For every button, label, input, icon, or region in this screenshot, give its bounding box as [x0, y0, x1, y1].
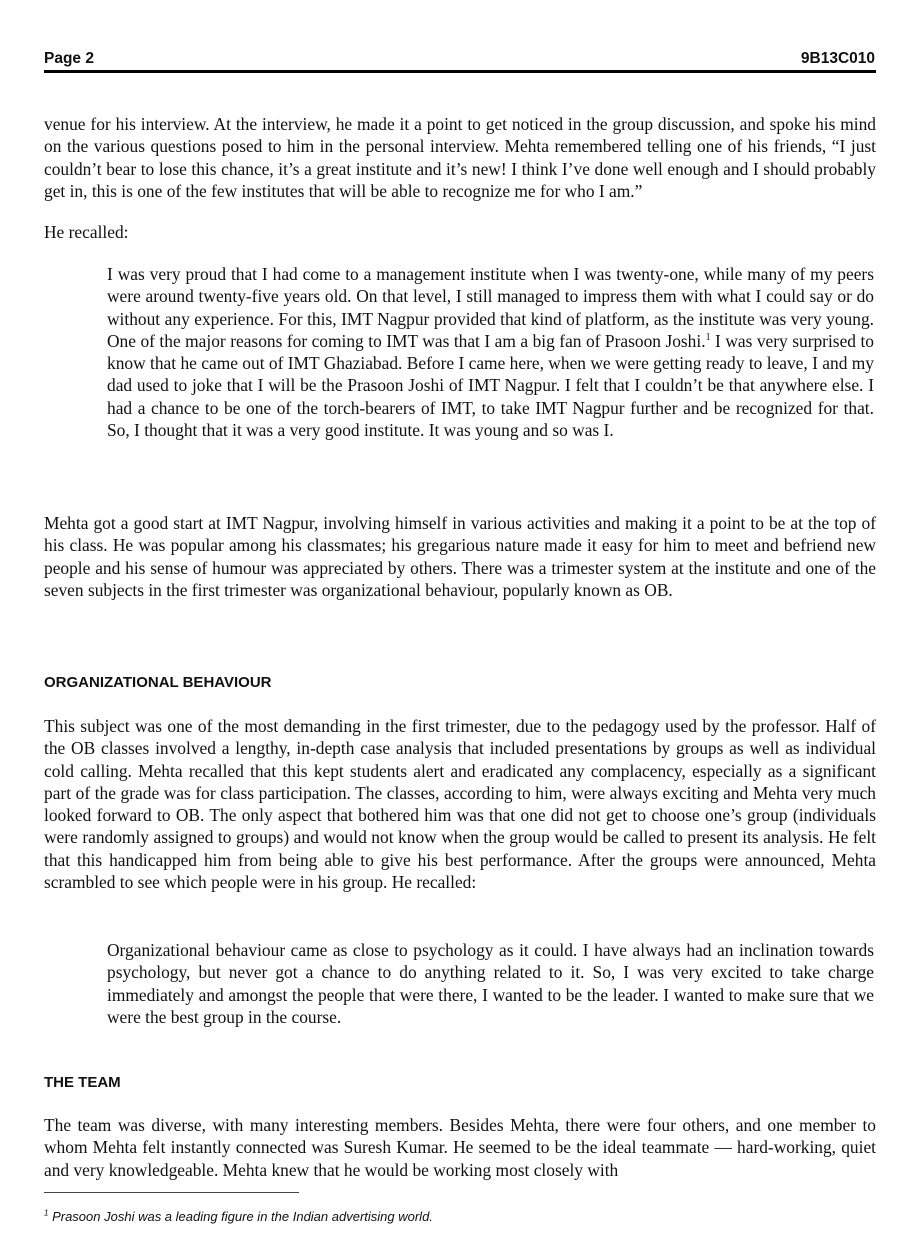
section-heading-ob: ORGANIZATIONAL BEHAVIOUR: [44, 674, 272, 691]
footnote-number: 1: [44, 1208, 49, 1218]
section-heading-team: THE TEAM: [44, 1074, 121, 1091]
page-number: Page 2: [44, 50, 94, 67]
case-code: 9B13C010: [800, 50, 875, 67]
footnote-text: Prasoon Joshi was a leading figure in the Indian advertising world.: [52, 1209, 433, 1224]
quote-text-part2: I was very surprised to know that he came out of IMT Ghaziabad. Before I came here, when we were getting ready to leave, I and my dad used to joke that I will be the Prasoon Joshi of IMT Nagpur. I felt that I couldn’t be that anywhere else. I had a chance to be one of the torch-bearers of IMT, to take IMT Nagpur further and be recognized for that. So, I thought that it was a very good institute. It was young and so was I.: [107, 330, 874, 441]
paragraph-team: The team was diverse, with many interesting members. Besides Mehta, there were four others, and one member to whom Mehta felt instantly connected was Suresh Kumar. He seemed to be the ideal teammate — hard-working, quiet and very knowledgeable. Mehta knew that he would be working most closely with: [44, 1115, 876, 1180]
page-header: [44, 50, 875, 70]
paragraph-he-recalled: He recalled:: [44, 222, 129, 242]
footnote-ref[interactable]: 1: [705, 332, 711, 344]
block-quote-proud: [107, 263, 874, 441]
block-quote-ob: Organizational behaviour came as close to psychology as it could. I have always had an inclination towards psychology, but never got a chance to do anything related to it. So, I was very excited to take charge immediately and amongst the people that were there, I wanted to be the leader. I wanted to make sure that we were the best group in the course.: [107, 940, 874, 1027]
quote-text-part1: I was very proud that I had come to a management institute when I was twenty-one, while many of my peers were around twenty-five years old. On that level, I still managed to impress them with what I could say or do without any experience. For this, IMT Nagpur provided that kind of platform, as the institute was very young. One of the major reasons for coming to IMT was that I am a big fan of Prasoon Joshi.: [107, 264, 874, 351]
footnote: [44, 1209, 433, 1224]
paragraph-ob: This subject was one of the most demanding in the first trimester, due to the pedagogy used by the professor. Half of the OB classes involved a lengthy, in-depth case analysis that included presentations by groups as well as individual cold calling. Mehta recalled that this kept students alert and eradicated any complacency, especially as a significant part of the grade was for class participation. The classes, according to him, were always exciting and Mehta very much looked forward to OB. The only aspect that bothered him was that one did not get to choose one’s group (individuals were randomly assigned to groups) and would not know when the group would be called to present its analysis. He felt that this handicapped him from being able to give his best performance. After the groups were announced, Mehta scrambled to see which people were in his group. He recalled:: [44, 716, 876, 893]
paragraph-interview: venue for his interview. At the interview, he made it a point to get noticed in the group discussion, and spoke his mind on the various questions posed to him in the personal interview. Mehta remembered telling one of his friends, “I just couldn’t bear to lose this chance, it’s a great institute and it’s new! I think I’ve done well enough and I should probably get in, this is one of the few institutes that will be able to recognize me for who I am.”: [44, 114, 876, 201]
header-rule: [44, 70, 876, 73]
footnote-rule: [44, 1192, 299, 1193]
paragraph-good-start: Mehta got a good start at IMT Nagpur, involving himself in various activities and making it a point to be at the top of his class. He was popular among his classmates; his gregarious nature made it easy for him to meet and befriend new people and his sense of humour was appreciated by others. There was a trimester system at the institute and one of the seven subjects in the first trimester was organizational behaviour, popularly known as OB.: [44, 513, 876, 600]
